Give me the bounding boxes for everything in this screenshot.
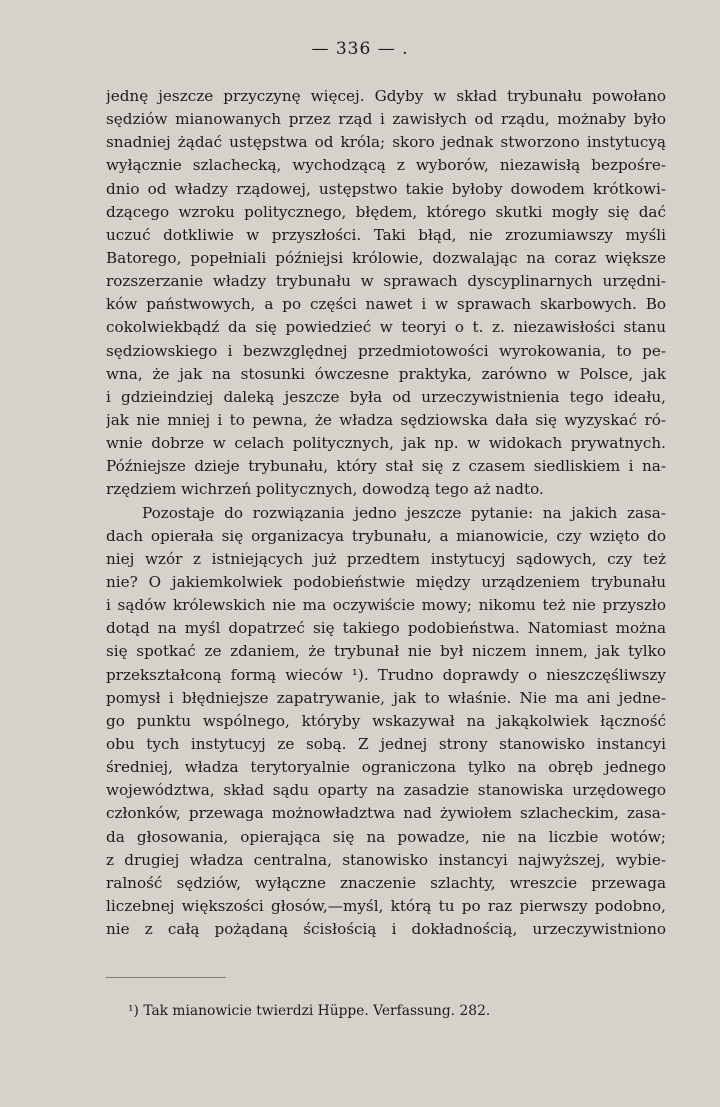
text-line: nie? O jakiemkolwiek podobieństwie między urządzeniem trybunału xyxy=(106,572,666,591)
text-line: ralność sędziów, wyłączne znaczenie szlachty, wreszcie przewaga xyxy=(106,873,666,892)
text-line: sędziów mianowanych przez rząd i zawisłych od rządu, możnaby było xyxy=(106,110,666,129)
text-line: cokolwiekbądź da się powiedzieć w teoryi o t. z. niezawisłości stanu xyxy=(106,318,666,337)
text-line: liczebnej większości głosów,—myśl, którą tu po raz pierwszy podobno, xyxy=(106,896,666,915)
text-line: Późniejsze dzieje trybunału, który stał się z czasem siedliskiem i na- xyxy=(106,457,666,476)
text-line: niej wzór z istniejących już przedtem instytucyj sądowych, czy też xyxy=(106,549,666,568)
text-line: uczuć dotkliwie w przyszłości. Taki błąd, nie zrozumiawszy myśli xyxy=(106,225,666,244)
text-line: snadniej żądać ustępstwa od króla; skoro jednak stworzono instytucyą xyxy=(106,133,666,152)
text-line: członków, przewaga możnowładztwa nad żywiołem szlacheckim, zasa- xyxy=(106,804,666,823)
text-line: dnio od władzy rządowej, ustępstwo takie byłoby dowodem krótkowi- xyxy=(106,179,666,198)
text-line: rozszerzanie władzy trybunału w sprawach dyscyplinarnych urzędni- xyxy=(106,272,666,291)
text-line: i sądów królewskich nie ma oczywiście mowy; nikomu też nie przyszło xyxy=(106,596,666,615)
text-line: województwa, skład sądu oparty na zasadzie stanowiska urzędowego xyxy=(106,781,666,800)
paragraph-start-line: Pozostaje do rozwiązania jedno jeszcze pytanie: na jakich zasa- xyxy=(142,503,666,522)
text-line: obu tych instytucyj ze sobą. Z jednej strony stanowisko instancyi xyxy=(106,734,666,753)
footnote-divider xyxy=(106,977,226,978)
text-line: jak nie mniej i to pewna, że władza sędziowska dała się wyzyskać ró- xyxy=(106,410,666,429)
text-line: wnie dobrze w celach politycznych, jak np. w widokach prywatnych. xyxy=(106,434,666,453)
text-line: da głosowania, opierająca się na powadze, nie na liczbie wotów; xyxy=(106,827,666,846)
text-line: ków państwowych, a po części nawet i w sprawach skarbowych. Bo xyxy=(106,295,666,314)
text-line: wna, że jak na stosunki ówczesne praktyka, zarówno w Polsce, jak xyxy=(106,364,666,383)
text-line: przekształconą formą wieców ¹). Trudno doprawdy o nieszczęśliwszy xyxy=(106,665,666,684)
text-line: średniej, władza terytoryalnie ograniczona tylko na obręb jednego xyxy=(106,758,666,777)
text-line: sędziowskiego i bezwzględnej przedmiotowości wyrokowania, to pe- xyxy=(106,341,666,360)
text-line: rzędziem wichrzeń politycznych, dowodzą tego aż nadto. xyxy=(106,480,544,499)
text-line: dach opierała się organizacya trybunału, a mianowicie, czy wzięto do xyxy=(106,526,666,545)
text-line: go punktu wspólnego, któryby wskazywał na jakąkolwiek łączność xyxy=(106,711,666,730)
footnote-marker: ¹) xyxy=(128,1003,139,1019)
text-line: nie z całą pożądaną ścisłością i dokładnością, urzeczywistniono xyxy=(106,920,666,939)
text-line: wyłącznie szlachecką, wychodzącą z wyborów, niezawisłą bezpośre- xyxy=(106,156,666,175)
page-number: — 336 — . xyxy=(311,39,409,59)
footnote-text: Tak mianowicie twierdzi Hüppe. Verfassung. 282. xyxy=(143,1003,491,1019)
footnote xyxy=(128,1003,490,1019)
text-line: dzącego wzroku politycznego, błędem, którego skutki mogły się dać xyxy=(106,202,666,221)
text-line: pomysł i błędniejsze zapatrywanie, jak to właśnie. Nie ma ani jedne- xyxy=(106,688,666,707)
text-line: z drugiej władza centralna, stanowisko instancyi najwyższej, wybie- xyxy=(106,850,666,869)
text-line: Batorego, popełniali późniejsi królowie, dozwalając na coraz większe xyxy=(106,248,666,267)
body-text xyxy=(106,85,666,941)
text-line: się spotkać ze zdaniem, że trybunał nie był niczem innem, jak tylko xyxy=(106,642,666,661)
text-line: jednę jeszcze przyczynę więcej. Gdyby w skład trybunału powołano xyxy=(106,87,666,105)
text-line: i gdzieindziej daleką jeszcze była od urzeczywistnienia tego ideału, xyxy=(106,387,666,406)
text-line: dotąd na myśl dopatrzeć się takiego podobieństwa. Natomiast można xyxy=(106,619,666,638)
